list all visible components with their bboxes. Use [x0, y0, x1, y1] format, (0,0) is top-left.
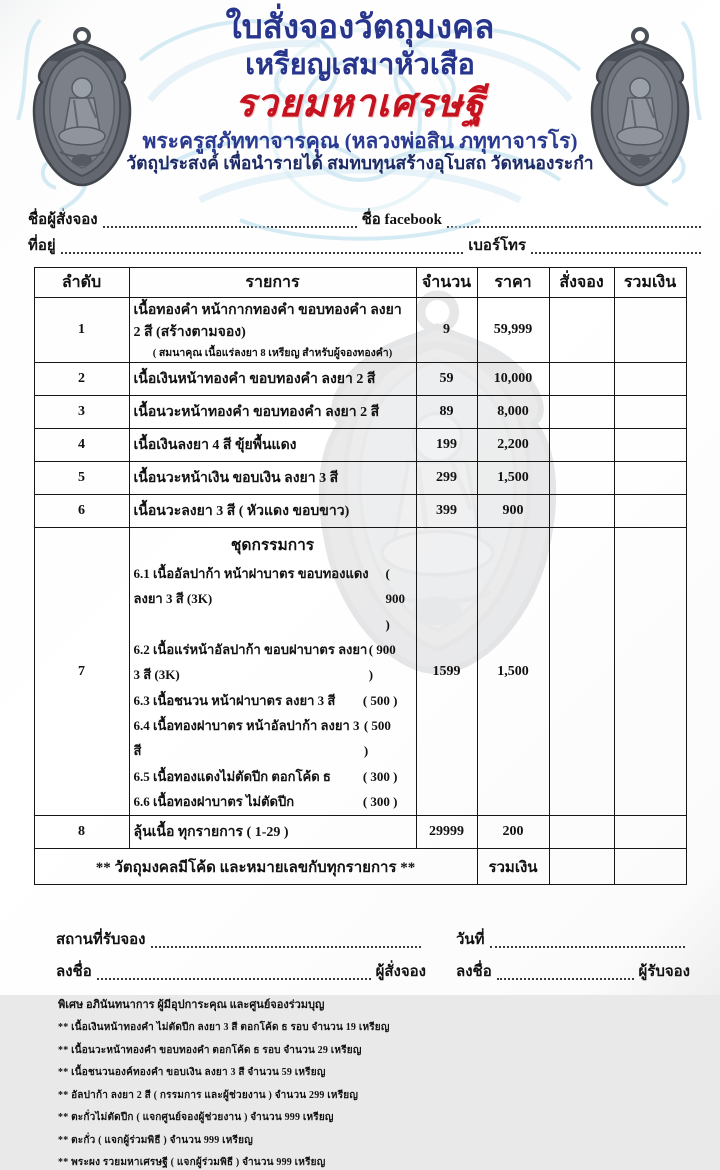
address-row	[28, 231, 706, 257]
committee-item	[134, 713, 412, 764]
note-item: ** ตะกั่วไม่ตัดปีก ( แจกศูนย์จองผู้ช่วยงาน ) จำนวน 999 เหรียญ	[58, 1112, 334, 1124]
committee-items	[129, 528, 416, 816]
date-field[interactable]	[490, 932, 685, 948]
committee-item	[134, 764, 412, 789]
table-header-row	[34, 268, 686, 298]
row-qty: 1599	[416, 528, 477, 816]
row-item-subtext: ( สมนาคุณ เนื้อแร่ลงยา 8 เหรียญ สำหรับผู้จองทองคำ)	[152, 348, 393, 359]
orderer-name-field[interactable]	[103, 212, 357, 228]
sign-label-orderer: ลงชื่อ	[56, 964, 92, 981]
row-item: ลุ้นเนื้อ ทุกรายการ ( 1-29 )	[129, 816, 416, 849]
sum-order-cell[interactable]	[549, 849, 614, 885]
row-no: 4	[34, 429, 129, 462]
committee-item-qty: ( 500 )	[362, 692, 398, 708]
row-no: 6	[34, 495, 129, 528]
row-price: 1,500	[477, 528, 549, 816]
committee-item-qty: ( 300 )	[362, 794, 398, 810]
row-price: 2,200	[477, 429, 549, 462]
table-row	[34, 495, 686, 528]
sign-label-receiver: ลงชื่อ	[456, 964, 492, 981]
date-label: วันที่	[456, 932, 485, 949]
receiver-suffix: ผู้รับจอง	[638, 964, 690, 981]
row-qty: 399	[416, 495, 477, 528]
committee-item	[134, 637, 412, 688]
row-item: เนื้อนวะหน้าทองคำ ขอบทองคำ ลงยา 2 สี	[129, 396, 416, 429]
row-item: เนื้อนวะหน้าเงิน ขอบเงิน ลงยา 3 สี	[129, 462, 416, 495]
series-name: รวยมหาเศรษฐี	[235, 83, 485, 126]
row-no: 1	[34, 298, 129, 363]
order-entry-cell[interactable]	[549, 462, 614, 495]
table-row	[34, 396, 686, 429]
committee-item	[134, 688, 412, 713]
table-row	[34, 429, 686, 462]
row-price: 10,000	[477, 363, 549, 396]
total-entry-cell[interactable]	[614, 816, 686, 849]
phone-field[interactable]	[531, 238, 701, 254]
row-price: 59,999	[477, 298, 549, 363]
row-no: 5	[34, 462, 129, 495]
committee-item-text: 6.1 เนื้ออัลปาก้า หน้าฝาบาตร ขอบทองแดง ลงยา 3 สี (3K)	[133, 566, 369, 607]
row-price: 8,000	[477, 396, 549, 429]
committee-title: ชุดกรรมการ	[230, 537, 315, 554]
row-no: 2	[34, 363, 129, 396]
order-table	[34, 267, 687, 885]
note-item: ** ตะกั่ว ( แจกผู้ร่วมพิธี ) จำนวน 999 เหรียญ	[58, 1134, 253, 1146]
committee-item-text: 6.5 เนื้อทองแดงไม่ตัดปีก ตอกโค้ด ธ	[133, 768, 331, 784]
col-header-no: ลำดับ	[34, 268, 129, 298]
row-item: เนื้อเงินหน้าทองคำ ขอบทองคำ ลงยา 2 สี	[129, 363, 416, 396]
committee-item-qty: ( 500 )	[363, 718, 391, 759]
order-entry-cell[interactable]	[549, 528, 614, 816]
total-entry-cell[interactable]	[614, 462, 686, 495]
note-item: ** พระผง รวยมหาเศรษฐี ( แจกผู้ร่วมพิธี ) จำนวน 999 เหรียญ	[58, 1157, 326, 1169]
col-header-item: รายการ	[129, 268, 416, 298]
row-qty: 59	[416, 363, 477, 396]
row-no: 8	[34, 816, 129, 849]
note-item: ** เนื้อนวะหน้าทองคำ ขอบทองคำ ตอกโค้ด ธ รอบ จำนวน 29 เหรียญ	[58, 1044, 362, 1056]
total-entry-cell[interactable]	[614, 429, 686, 462]
note-item: ** อัลปาก้า ลงยา 2 สี ( กรรมการ และผู้ช่วยงาน ) จำนวน 299 เหรียญ	[58, 1089, 359, 1101]
facebook-field[interactable]	[447, 212, 701, 228]
total-entry-cell[interactable]	[614, 528, 686, 816]
phone-label: เบอร์โทร	[468, 238, 526, 254]
col-header-qty: จำนวน	[416, 268, 477, 298]
note-item: ** เนื้อชนวนองค์ทองคำ ขอบเงิน ลงยา 3 สี จำนวน 59 เหรียญ	[58, 1067, 326, 1079]
row-item-text: เนื้อทองคำ หน้ากากทองคำ ขอบทองคำ ลงยา 2 สี (สร้างตามจอง)	[133, 303, 402, 340]
table-row	[34, 462, 686, 495]
signoff-section	[0, 919, 720, 983]
facebook-label: ชื่อ facebook	[361, 212, 443, 228]
committee-item-text: 6.2 เนื้อแร่หน้าอัลปาก้า ขอบฝาบาตร ลงยา 3 สี (3K)	[133, 642, 368, 683]
table-row	[34, 816, 686, 849]
row-qty: 9	[416, 298, 477, 363]
header	[0, 0, 720, 205]
row-price: 1,500	[477, 462, 549, 495]
table-row	[34, 298, 686, 363]
summary-row	[34, 849, 686, 885]
row-qty: 89	[416, 396, 477, 429]
row-item	[129, 298, 416, 363]
sum-label: รวมเงิน	[477, 849, 549, 885]
total-entry-cell[interactable]	[614, 298, 686, 363]
total-entry-cell[interactable]	[614, 396, 686, 429]
committee-item-text: 6.6 เนื้อทองฝาบาตร ไม่ตัดปีก	[133, 794, 295, 810]
row-no: 3	[34, 396, 129, 429]
row-qty: 199	[416, 429, 477, 462]
orderer-row	[28, 205, 706, 231]
committee-item-qty: ( 900 )	[385, 566, 405, 632]
col-header-order: สั่งจอง	[549, 268, 614, 298]
order-entry-cell[interactable]	[549, 816, 614, 849]
row-price: 900	[477, 495, 549, 528]
place-label: สถานที่รับจอง	[56, 932, 146, 949]
committee-item-text: 6.4 เนื้อทองฝาบาตร หน้าอัลปาก้า ลงยา 3 สี	[133, 718, 360, 759]
row-item: เนื้อเงินลงยา 4 สี ขุ้ยพื้นแดง	[129, 429, 416, 462]
col-header-total: รวมเงิน	[614, 268, 686, 298]
notes-title: พิเศษ อภินันทนาการ ผู้มีอุปการะคุณ และศูนย์จองร่วมบุญ	[58, 999, 325, 1012]
note-item: ** เนื้อเงินหน้าทองคำ ไม่ตัดปีก ลงยา 3 สี ตอกโค้ด ธ รอบ จำนวน 19 เหรียญ	[58, 1022, 390, 1034]
orderer-name-label: ชื่อผู้สั่งจอง	[28, 212, 98, 228]
order-entry-cell[interactable]	[549, 363, 614, 396]
row-qty: 29999	[416, 816, 477, 849]
committee-item-text: 6.3 เนื้อชนวน หน้าฝาบาตร ลงยา 3 สี	[133, 692, 336, 708]
code-note: ** วัตถุมงคลมีโค้ด และหมายเลขกับทุกรายการ **	[34, 849, 477, 885]
page-subtitle: เหรียญเสมาหัวเสือ	[245, 48, 475, 81]
orderer-suffix: ผู้สั่งจอง	[375, 964, 426, 981]
row-qty: 299	[416, 462, 477, 495]
address-label: ที่อยู่	[28, 238, 56, 254]
committee-item-qty: ( 900 )	[368, 642, 396, 683]
monk-name: พระครูสุภัททาจารคุณ (หลวงพ่อสิน ภทุทาจารโร)	[142, 128, 578, 153]
place-field[interactable]	[151, 932, 421, 948]
sum-total-cell[interactable]	[614, 849, 686, 885]
place-date-row	[56, 919, 690, 951]
signature-row	[56, 951, 690, 983]
committee-item	[134, 561, 412, 637]
total-entry-cell[interactable]	[614, 363, 686, 396]
order-entry-cell[interactable]	[549, 298, 614, 363]
table-row	[34, 363, 686, 396]
row-price: 200	[477, 816, 549, 849]
address-field[interactable]	[61, 238, 464, 254]
purpose-line: วัตถุประสงค์ เพื่อนำรายได้ สมทบทุนสร้างอุโบสถ วัดหนองระกำ	[126, 153, 594, 174]
col-header-price: ราคา	[477, 268, 549, 298]
total-entry-cell[interactable]	[614, 495, 686, 528]
page-title: ใบสั่งจองวัตถุมงคล	[225, 10, 495, 46]
order-entry-cell[interactable]	[549, 396, 614, 429]
orderer-signature-field[interactable]	[97, 964, 371, 980]
committee-row	[34, 528, 686, 816]
row-no: 7	[34, 528, 129, 816]
receiver-signature-field[interactable]	[497, 964, 634, 980]
order-entry-cell[interactable]	[549, 495, 614, 528]
order-entry-cell[interactable]	[549, 429, 614, 462]
special-notes	[58, 995, 720, 1170]
committee-item	[134, 789, 412, 814]
row-item: เนื้อนวะลงยา 3 สี ( หัวแดง ขอบขาว)	[129, 495, 416, 528]
committee-item-qty: ( 300 )	[362, 768, 398, 784]
